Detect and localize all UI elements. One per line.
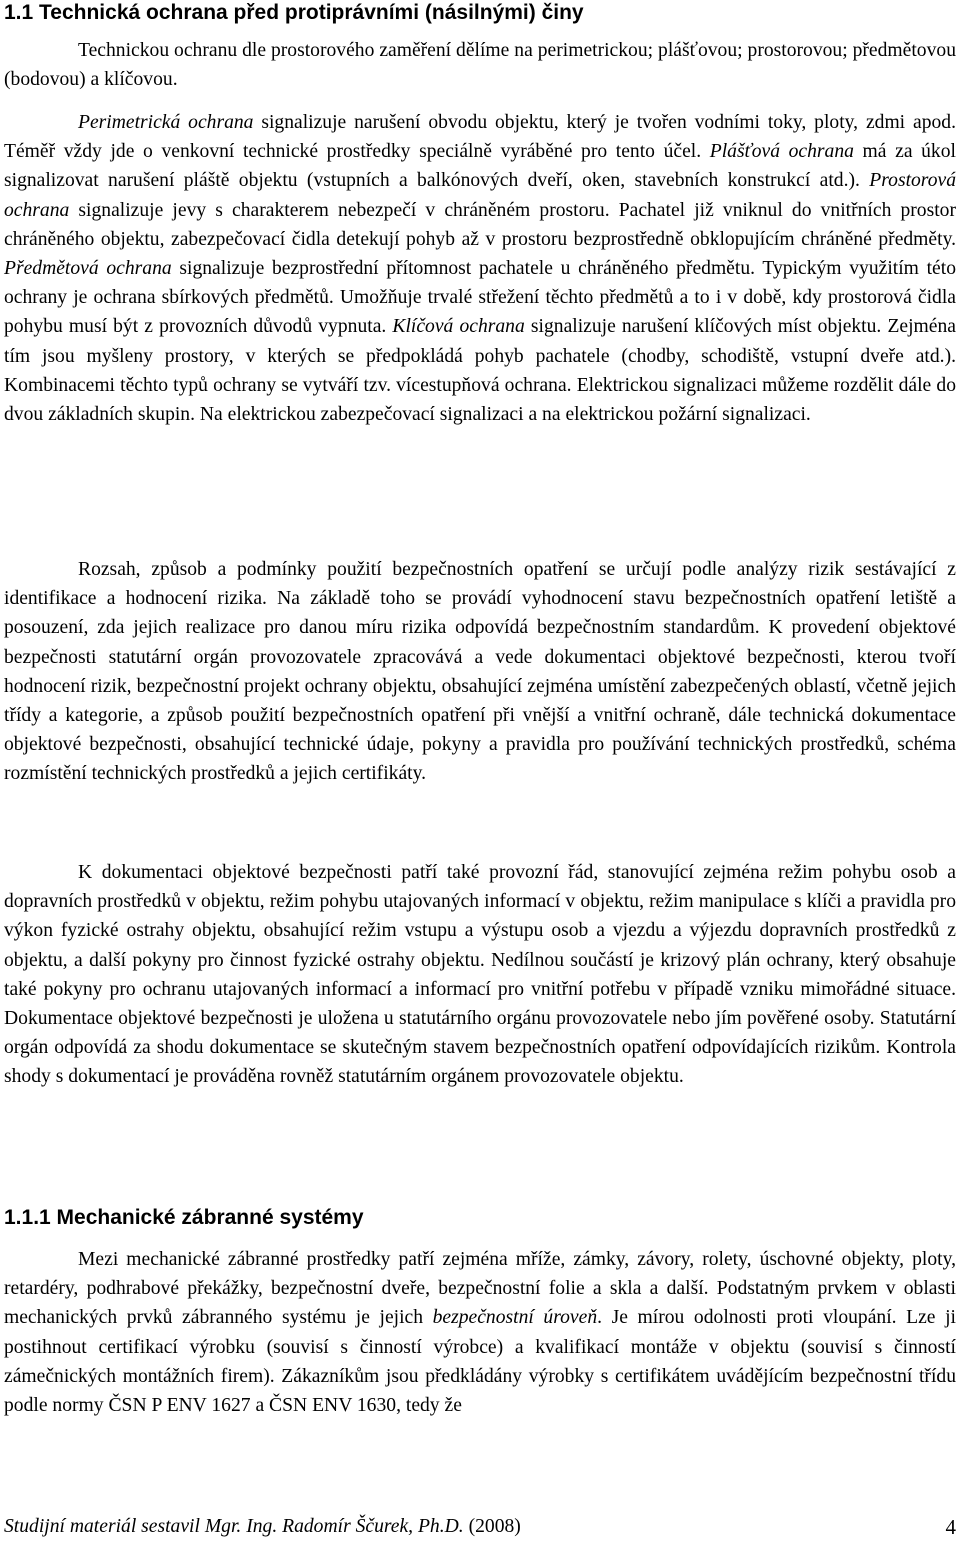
text: signalizuje narušení obvodu objektu, který je tvořen vodními toky, ploty, zdmi apod. Téměř vždy jde o venkovní technické prostředky speciálně vyráběné pro tento účel. [4,112,956,163]
section-heading: 1.1 Technická ochrana před protiprávními (násilnými) činy [4,1,584,24]
term-perimetric: Perimetrická ochrana [78,112,254,133]
text: signalizuje bezprostřední přítomnost pachatele u chráněného předmětu. Typickým využitím této ochrany je ochrana sbírkových předmětů. Umožňuje trvalé střežení těchto předmětů a to i v době, kdy prostorová čidla pohybu musí být z provozních důvodů vypnuta. [4,258,956,338]
text: signalizuje jevy s charakterem nebezpečí v chráněném prostoru. Pachatel již vniknul do vnitřních prostor chráněného objektu, zabezpečovací čidla detekují pohyb až v prostoru bezprostředně obklopujícím chráněné předměty. [4,199,956,250]
term-key: Klíčová ochrana [392,316,525,338]
paragraph-mechanical-systems [4,1245,956,1420]
text: Mezi mechanické zábranné prostředky patří zejména mříže, zámky, závory, rolety, úschovné objekty, ploty, retardéry, podhrabové překážky, bezpečnostní dveře, bezpečnostní folie a skla a další. Podstatným prvkem v oblasti mechanických prvků zábranného systému je jejich [4,1249,956,1329]
footer-author: Studijní materiál sestavil Mgr. Ing. Radomír Ščurek, Ph.D. [4,1516,464,1537]
page-footer [4,1514,956,1540]
term-security-level: bezpečnostní úroveň [432,1307,598,1329]
text: . Je mírou odolnosti proti vloupání. Lze ji postihnout certifikací výrobku (souvisí s činností výrobce) a kvalifikací montáže v objektu (souvisí s činností zámečnických montážních firem). Zákazníkům jsou předkládány výrobky s certifikátem uvádějícím bezpečnostní třídu podle normy ČSN P ENV 1627 a ČSN ENV 1630, tedy že [4,1307,956,1417]
subsection-heading: 1.1.1 Mechanické zábranné systémy [4,1206,364,1229]
footer-year: (2008) [463,1516,521,1537]
paragraph-intro: Technickou ochranu dle prostorového zaměření dělíme na perimetrickou; plášťovou; prostorovou; předmětovou (bodovou) a klíčovou. [4,40,956,91]
page-number: 4 [945,1515,956,1539]
text: signalizuje narušení klíčových míst objektu. Zejména tím jsou myšleny prostory, v kterých se předpokládá pohyb pachatele (chodby, schodiště, vstupní dveře atd.). Kombinacemi těchto typů ochrany se vytváří tzv. vícestupňová ochrana. Elektrickou signalizaci můžeme rozdělit dále do dvou základních skupin. Na elektrickou zabezpečovací signalizaci a na elektrickou požární signalizaci. [4,316,956,426]
term-shell: Plášťová ochrana [709,141,854,163]
paragraph-protection-types [4,108,956,429]
text: má za úkol signalizovat narušení pláště objektu (vstupních a balkónových dveří, oken, stavebních konstrukcí atd.). [4,141,956,192]
term-object: Předmětová ochrana [4,258,172,280]
paragraph-documentation: K dokumentaci objektové bezpečnosti patří také provozní řád, stanovující zejména režim pohybu osob a dopravních prostředků v objektu, režim pohybu utajovaných informací v objektu, režim manipulace s klíči a pravidla pro výkon fyzické ostrahy objektu, obsahující režim vstupu a výstupu osob a vjezdu a výjezdu dopravních prostředků z objektu, a další pokyny pro činnost fyzické ostrahy objektu. Nedílnou součástí je krizový plán ochrany, který obsahuje také pokyny pro ochranu utajovaných informací a informací pro vnitřní potřebu v případě vzniku mimořádné situace. Dokumentace objektové bezpečnosti je uložena u statutárního orgánu provozovatele nebo jím pověřené osoby. Statutární orgán odpovídá za shodu dokumentace se skutečným stavem bezpečnostních opatření odpovídajících rizikům. Kontrola shody s dokumentací je prováděna rovněž statutárním orgánem provozovatele objektu. [4,862,956,1088]
paragraph-risk-analysis: Rozsah, způsob a podmínky použití bezpečnostních opatření se určují podle analýzy rizik sestávající z identifikace a hodnocení rizika. Na základě toho se provádí vyhodnocení stavu bezpečnostních opatření letiště a posouzení, zda jejich realizace pro danou míru rizika odpovídá bezpečnostním standardům. K provedení objektové bezpečnosti statutární orgán provozovatele zpracovává a vede dokumentaci objektové bezpečnosti, kterou tvoří hodnocení rizik, bezpečnostní projekt ochrany objektu, obsahující zejména umístění zabezpečených oblastí, včetně jejich třídy a kategorie, a způsob použití bezpečnostních opatření při vnější a vnitřní ochraně, dále technická dokumentace objektové bezpečnosti, obsahující technické údaje, pokyny a pravidla pro používání technických prostředků, schéma rozmístění technických prostředků a jejich certifikáty. [4,559,956,785]
term-spatial: Prostorová ochrana [4,170,956,221]
